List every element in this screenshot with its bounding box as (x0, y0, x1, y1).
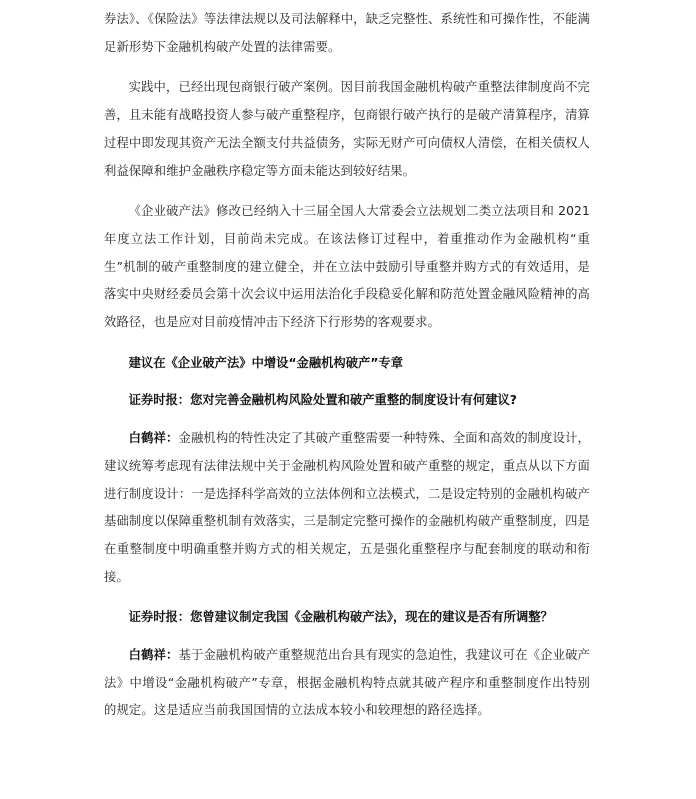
answer-speaker: 白鹤祥： (128, 648, 179, 663)
interview-answer-2 (104, 642, 590, 725)
interview-question-2: 证券时报：您曾建议制定我国《金融机构破产法》，现在的建议是否有所调整？ (128, 610, 553, 625)
interview-question-1: 证券时报：您对完善金融机构风险处置和破产重整的制度设计有何建议? (128, 393, 517, 408)
interview-answer-1 (104, 425, 590, 591)
answer-speaker: 白鹤祥： (128, 431, 179, 446)
paragraph-bankruptcy-law-revision: 《企业破产法》修改已经纳入十三届全国人大常委会立法规划二类立法项目和 2021 年度立法工作计划，目前尚未完成。在该法修订过程中，着重推动作为金融机构“重生”机制的破产重整制度的建立健全，并在立法中鼓励引导重整并购方式的有效适用，是落实中央财经委员会第十次会议中运用法治化手段稳妥化解和防范处置金融风险精神的高效路径，也是应对目前疫情冲击下经济下行形势的客观要求。 (104, 204, 590, 330)
article-body (104, 6, 590, 738)
paragraph-baoshang-case: 实践中，已经出现包商银行破产案例。因目前我国金融机构破产重整法律制度尚不完善，且未能有战略投资人参与破产重整程序，包商银行破产执行的是破产清算程序，清算过程中即发现其资产无法全额支付共益债务，实际无财产可向债权人清偿，在相关债权人利益保障和维护金融秩序稳定等方面未能达到较好结果。 (104, 80, 590, 178)
paragraph-law-gaps: 券法》、《保险法》等法律法规以及司法解释中，缺乏完整性、系统性和可操作性，不能满足新形势下金融机构破产处置的法律需要。 (104, 12, 590, 54)
section-heading: 建议在《企业破产法》中增设“金融机构破产”专章 (128, 355, 403, 370)
answer-text: 基于金融机构破产重整规范出台具有现实的急迫性，我建议可在《企业破产法》中增设“金融机构破产”专章，根据金融机构特点就其破产程序和重整制度作出特别的规定。这是适应当前我国国情的立法成本较小和较理想的路径选择。 (104, 648, 590, 718)
answer-text: 金融机构的特性决定了其破产重整需要一种特殊、全面和高效的制度设计，建议统筹考虑现有法律法规中关于金融机构风险处置和破产重整的规定，重点从以下方面进行制度设计：一是选择科学高效的立法体例和立法模式，二是设定特别的金融机构破产基础制度以保障重整机制有效落实，三是制定完整可操作的金融机构破产重整制度，四是在重整制度中明确重整并购方式的相关规定，五是强化重整程序与配套制度的联动和衔接。 (104, 431, 590, 584)
